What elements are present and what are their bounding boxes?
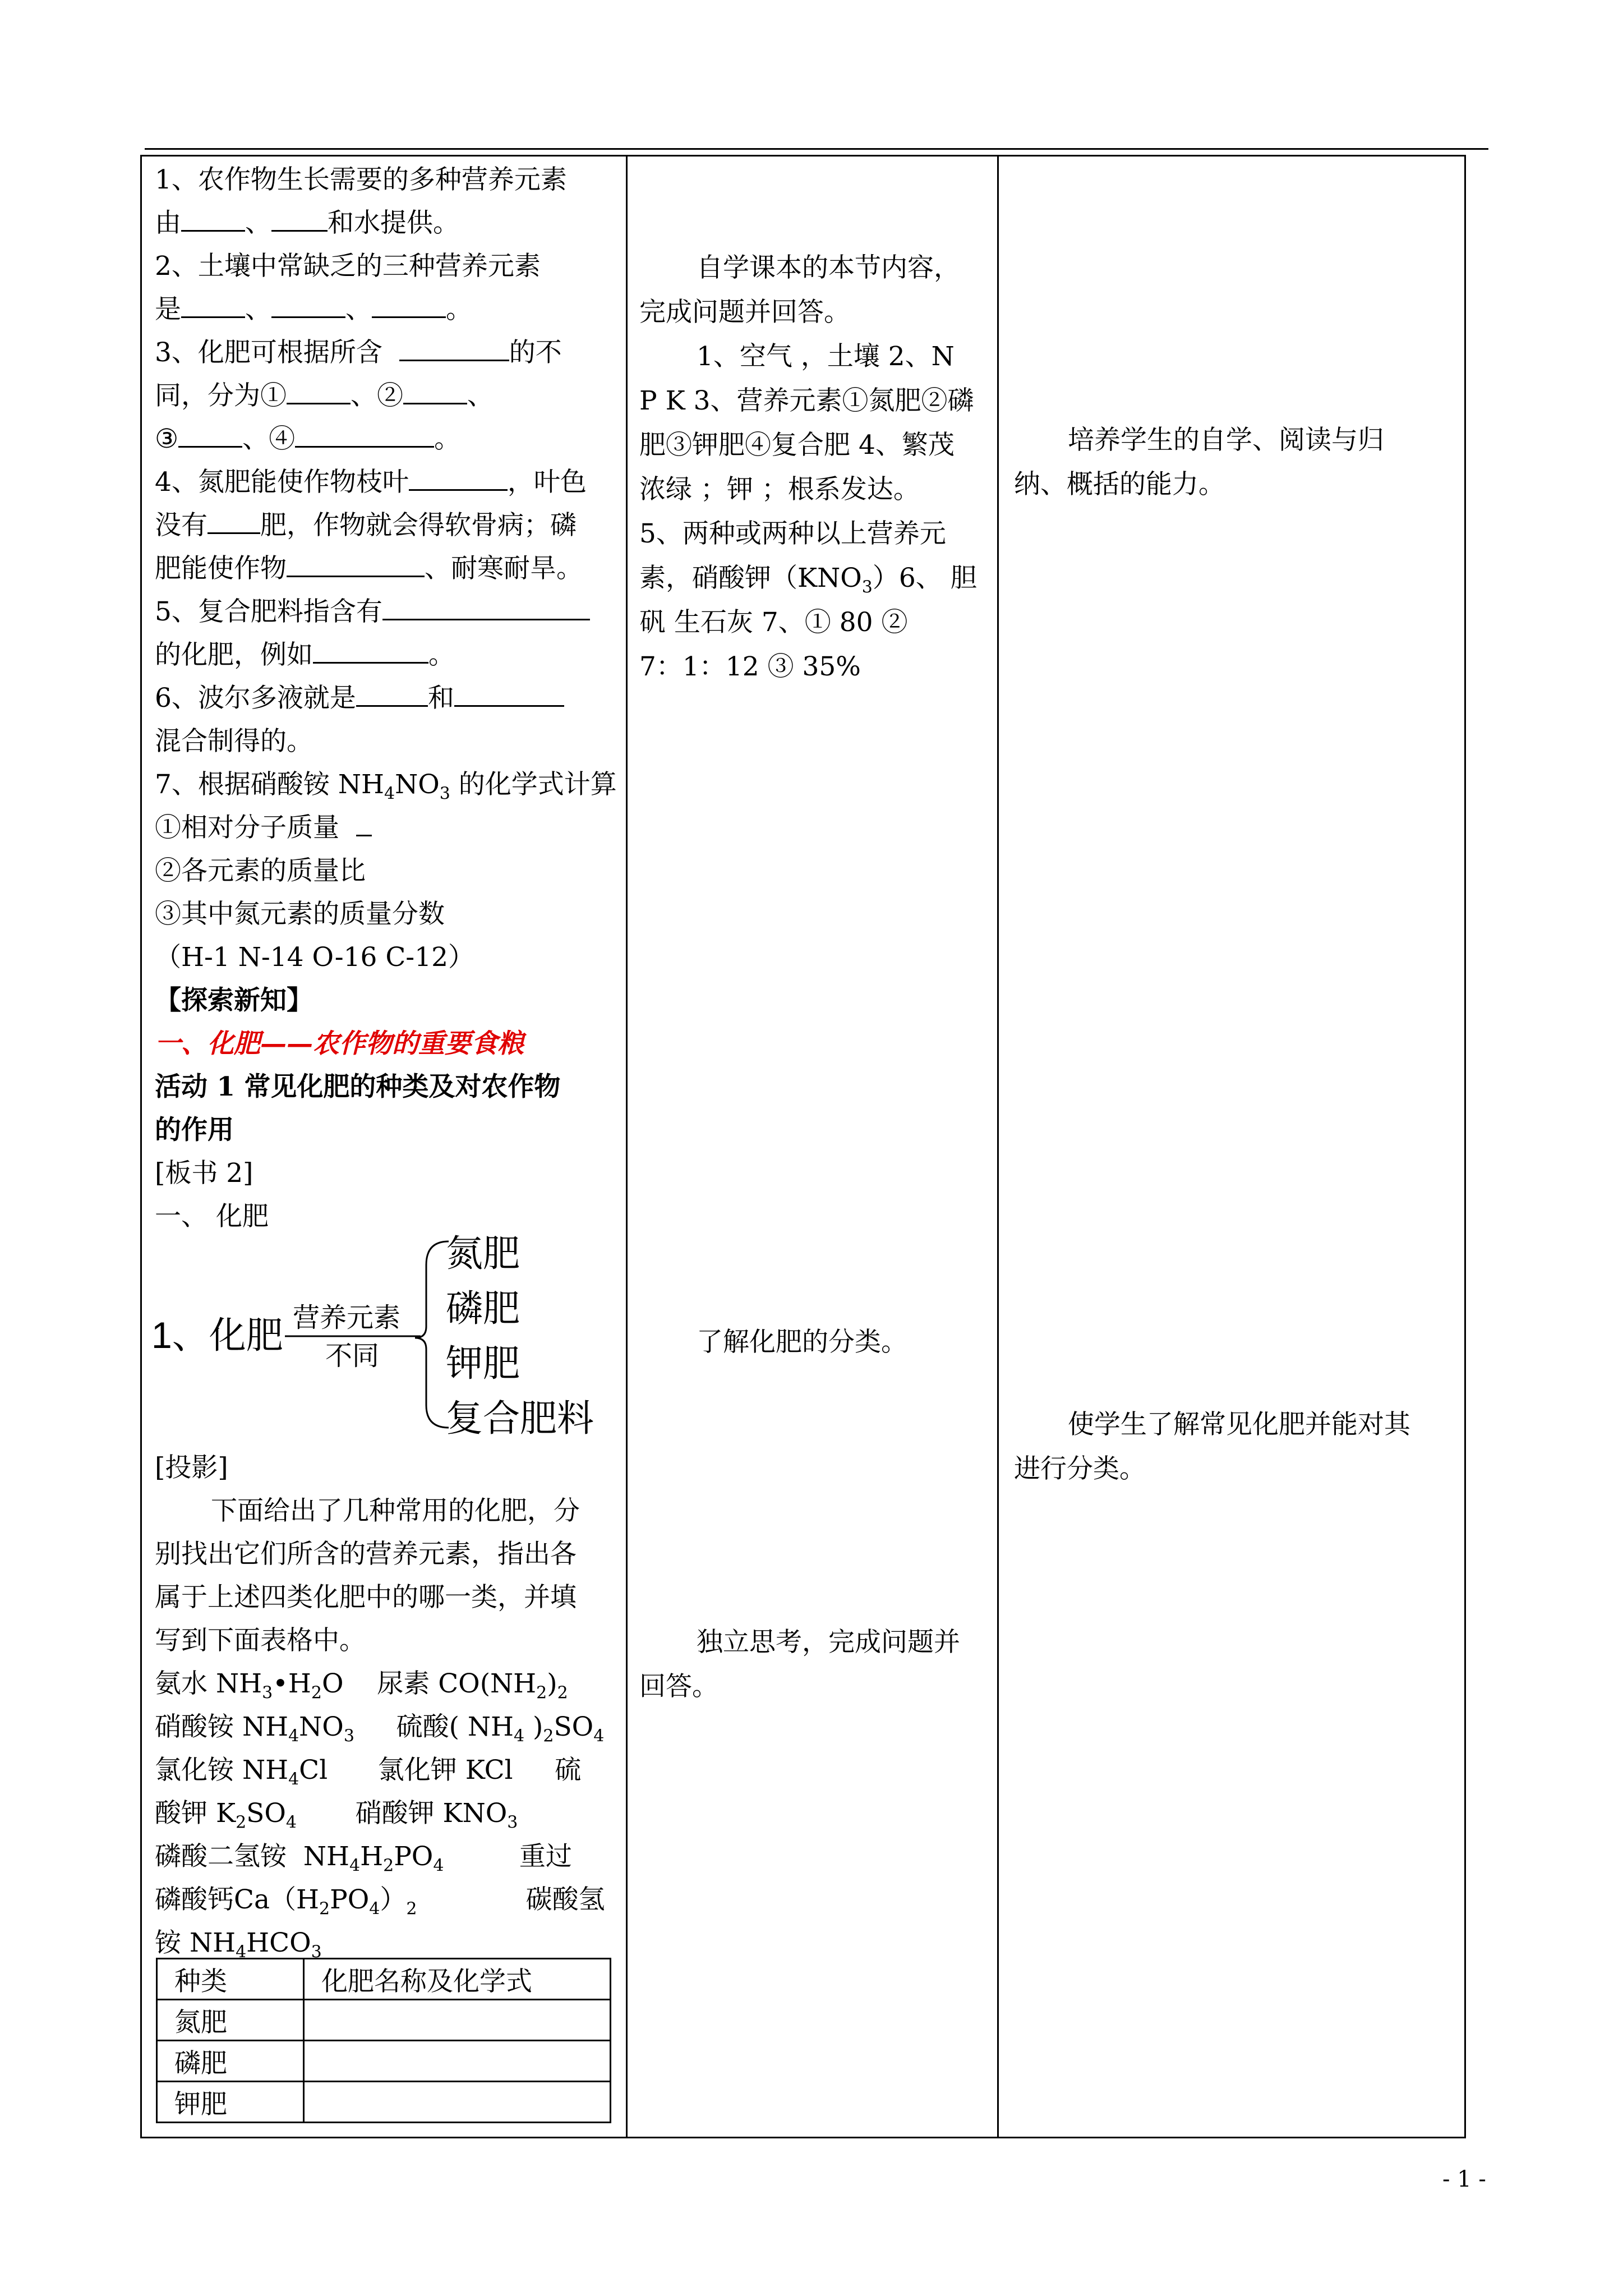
col2-answer-7: 矾 生石灰 7、① 80 ② xyxy=(639,607,908,638)
fertilizer-line-2: 硝酸铵 $NH_4NO_3$ 硫酸( $NH_4$ )$_2SO_4$ xyxy=(155,1711,605,1746)
design-intent-2 xyxy=(1014,1402,1463,1491)
explore-title: 【探索新知】 xyxy=(155,985,313,1016)
q4-line-c: 肥能使作物 、耐寒耐旱。 xyxy=(155,547,616,590)
col2-answer-4: 浓绿 ；钾 ；根系发达。 xyxy=(639,474,920,505)
col2-answer-3: 肥③钾肥④复合肥 4、繁茂 xyxy=(639,430,955,461)
diagram-item-potassium: 钾肥 xyxy=(446,1342,520,1384)
fertilizer-line-5: 磷酸二氢铵 $NH_4H_2PO_4$ 重过 xyxy=(155,1841,572,1876)
diagram-item-compound: 复合肥料 xyxy=(446,1397,594,1439)
board-note: [板书 2] xyxy=(155,1158,253,1189)
table-row xyxy=(157,2082,611,2123)
activity-title-b: 的作用 xyxy=(155,1115,234,1145)
table-cell-type: 氮肥 xyxy=(157,2000,304,2041)
projection-text-d: 写到下面表格中。 xyxy=(155,1625,366,1656)
q3-line-a: 3、化肥可根据所含 的不 xyxy=(155,331,616,374)
q5-line-a: 5、复合肥料指含有 xyxy=(155,590,616,633)
q7-line-e: （H-1 N-14 O-16 C-12） xyxy=(155,942,474,973)
section-heading: 一、化肥——农作物的重要食粮 xyxy=(155,1028,524,1059)
fertilizer-line-6: 磷酸钙$Ca(H_2PO_4)_2$ 碳酸氢 xyxy=(155,1884,605,1919)
col3-p2-line-a: 使学生了解常见化肥并能对其 xyxy=(1068,1409,1410,1440)
page-number: - 1 - xyxy=(1442,2166,1486,2192)
projection-text-b: 别找出它们所含的营养元素，指出各 xyxy=(155,1539,577,1570)
table-header-row xyxy=(157,1959,611,2000)
table-row xyxy=(157,2000,611,2041)
fertilizer-classification-diagram xyxy=(151,1226,611,1444)
table-cell-answer[interactable] xyxy=(304,2082,611,2123)
diagram-item-phosphorus: 磷肥 xyxy=(446,1287,520,1329)
q2-line-b: 是 、 、 。 xyxy=(155,288,616,331)
table-cell-answer[interactable] xyxy=(304,2000,611,2041)
projection-text-a: 下面给出了几种常用的化肥，分 xyxy=(211,1496,580,1526)
student-activity-2 xyxy=(697,1320,988,1364)
q3-line-b: 同，分为① 、② 、 xyxy=(155,374,616,417)
projection-text-c: 属于上述四类化肥中的哪一类，并填 xyxy=(155,1582,577,1613)
fertilizer-line-1: 氨水 $NH_3•H_2O$ 尿素 $CO(NH_2)_2$ xyxy=(155,1668,568,1703)
fertilizer-line-7: 铵 $NH_4HCO_3$ xyxy=(155,1927,322,1962)
projection-section xyxy=(155,1446,616,1662)
header-rule xyxy=(145,148,1488,150)
table-row xyxy=(157,2041,611,2082)
diagram-condition-top: 营养元素 xyxy=(293,1303,401,1333)
col2-answer-6: 素，硝酸钾$(KNO_3)6$、 胆 xyxy=(639,563,977,597)
q2-line-a: 2、土壤中常缺乏的三种营养元素 xyxy=(155,251,541,282)
table-cell-answer[interactable] xyxy=(304,2041,611,2082)
fertilizer-list xyxy=(155,1662,616,1964)
fertilizer-line-3: 氯化铵 $NH_4Cl$ 氯化钾 KCl 硫 xyxy=(155,1755,582,1789)
teaching-content-column xyxy=(155,158,616,1238)
q1-line-b: 由 、 和水提供。 xyxy=(155,201,616,245)
col2-answer-8: 7：1：12 ③ 35% xyxy=(639,651,861,682)
q7-line-c: ②各元素的质量比 xyxy=(155,855,366,886)
col2-answer-5: 5、两种或两种以上营养元 xyxy=(639,518,946,549)
col2-answer-1: 1、空气 ，土壤 2、N xyxy=(697,341,955,372)
diagram-condition-bottom: 不同 xyxy=(325,1341,380,1371)
q6-line-b: 混合制得的。 xyxy=(155,726,313,757)
col2-p1-line-b: 完成问题并回答。 xyxy=(639,297,850,328)
projection-label: [投影] xyxy=(155,1452,228,1483)
q7-line-b: ①相对分子质量 xyxy=(155,806,616,849)
col2-p3-line-b: 回答。 xyxy=(639,1671,718,1702)
fertilizer-fill-table xyxy=(156,1958,611,2123)
q7-line-a: 7、根据硝酸铵 $NH_4NO_3$ 的化学式计算 xyxy=(155,769,617,804)
col2-p2: 了解化肥的分类。 xyxy=(697,1327,907,1358)
board-item: 一、 化肥 xyxy=(155,1201,269,1232)
col2-p1-line-a: 自学课本的本节内容， xyxy=(697,252,960,283)
col3-p1-line-a: 培养学生的自学、阅读与归 xyxy=(1068,425,1384,455)
q4-line-b: 没有 肥，作物就会得软骨病；磷 xyxy=(155,504,616,547)
student-activity-3 xyxy=(639,1620,993,1709)
table-cell-type: 钾肥 xyxy=(157,2082,304,2123)
q4-line-a: 4、氮肥能使作物枝叶 ，叶色 xyxy=(155,461,616,504)
q5-line-b: 的化肥，例如 。 xyxy=(155,633,616,677)
col3-p2-line-b: 进行分类。 xyxy=(1014,1453,1146,1484)
table-header-type: 种类 xyxy=(157,1959,304,2000)
col3-p1-line-b: 纳、概括的能力。 xyxy=(1014,469,1225,500)
student-activity-1 xyxy=(639,246,993,689)
col2-answer-2: P K 3、营养元素①氮肥②磷 xyxy=(639,385,974,416)
diagram-root-label: 1、化肥 xyxy=(151,1314,283,1356)
col2-p3-line-a: 独立思考，完成问题并 xyxy=(697,1627,960,1658)
fertilizer-line-4: 酸钾 $K_2SO_4$ 硝酸钾 $KNO_3$ xyxy=(155,1798,518,1833)
column-divider-1 xyxy=(626,155,628,2138)
q7-line-d: ③其中氮元素的质量分数 xyxy=(155,899,445,930)
table-header-name: 化肥名称及化学式 xyxy=(304,1959,611,2000)
q1-line-a: 1、农作物生长需要的多种营养元素 xyxy=(155,164,567,195)
table-cell-type: 磷肥 xyxy=(157,2041,304,2082)
diagram-item-nitrogen: 氮肥 xyxy=(446,1232,520,1274)
design-intent-1 xyxy=(1014,418,1463,507)
activity-title-a: 活动 1 常见化肥的种类及对农作物 xyxy=(155,1071,561,1102)
q3-line-c: ③ 、④ 。 xyxy=(155,417,616,461)
column-divider-2 xyxy=(997,155,999,2138)
q6-line-a: 6、波尔多液就是 和 xyxy=(155,677,616,720)
diagram-brace xyxy=(415,1241,449,1428)
